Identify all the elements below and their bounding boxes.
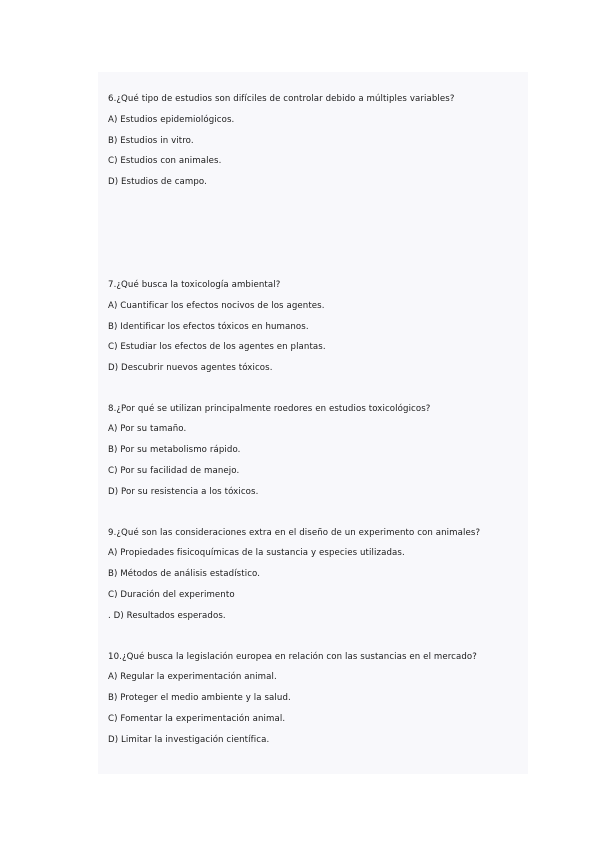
question-7-option-c: C) Estudiar los efectos de los agentes en plantas. bbox=[108, 342, 326, 352]
question-8-option-b: B) Por su metabolismo rápido. bbox=[108, 445, 241, 455]
question-9: 9.¿Qué son las consideraciones extra en el diseño de un experimento con animales? bbox=[108, 528, 481, 538]
question-6-option-a: A) Estudios epidemiológicos. bbox=[108, 115, 235, 125]
question-6-option-d: D) Estudios de campo. bbox=[108, 177, 207, 187]
question-6-option-b: B) Estudios in vitro. bbox=[108, 136, 194, 146]
question-9-option-c: C) Duración del experimento bbox=[108, 590, 235, 600]
question-7: 7.¿Qué busca la toxicología ambiental? bbox=[108, 280, 281, 290]
question-8-option-d: D) Por su resistencia a los tóxicos. bbox=[108, 487, 259, 497]
question-9-option-b: B) Métodos de análisis estadístico. bbox=[108, 569, 261, 579]
question-7-option-a: A) Cuantificar los efectos nocivos de los agentes. bbox=[108, 301, 325, 311]
question-10-option-b: B) Proteger el medio ambiente y la salud. bbox=[108, 693, 291, 703]
question-6-option-c: C) Estudios con animales. bbox=[108, 156, 222, 166]
question-8: 8.¿Por qué se utilizan principalmente roedores en estudios toxicológicos? bbox=[108, 404, 431, 414]
question-10-option-d: D) Limitar la investigación científica. bbox=[108, 735, 270, 745]
question-8-option-c: C) Por su facilidad de manejo. bbox=[108, 466, 240, 476]
question-9-option-a: A) Propiedades fisicoquímicas de la sustancia y especies utilizadas. bbox=[108, 548, 405, 558]
question-10-option-c: C) Fomentar la experimentación animal. bbox=[108, 714, 286, 724]
question-7-option-d: D) Descubrir nuevos agentes tóxicos. bbox=[108, 363, 273, 373]
question-6: 6.¿Qué tipo de estudios son difíciles de controlar debido a múltiples variables? bbox=[108, 94, 455, 104]
question-9-option-d: . D) Resultados esperados. bbox=[108, 611, 226, 621]
question-10-option-a: A) Regular la experimentación animal. bbox=[108, 672, 277, 682]
question-10: 10.¿Qué busca la legislación europea en relación con las sustancias en el mercado? bbox=[108, 652, 477, 662]
question-8-option-a: A) Por su tamaño. bbox=[108, 424, 187, 434]
question-7-option-b: B) Identificar los efectos tóxicos en humanos. bbox=[108, 322, 309, 332]
